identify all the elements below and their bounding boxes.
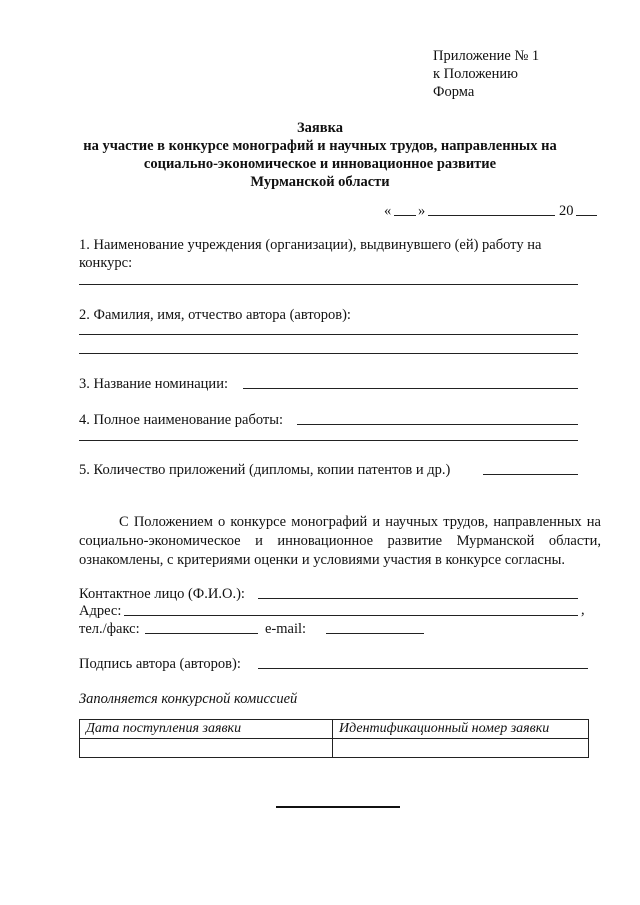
date-quote-open: «: [384, 203, 392, 219]
appendix-line2: к Положению: [433, 66, 518, 82]
date-quote-close: »: [418, 203, 426, 219]
date-year-field[interactable]: [576, 215, 597, 216]
field2-input-line1[interactable]: [79, 334, 578, 335]
header-date-received: Дата поступления заявки: [80, 720, 333, 739]
field1-input-line[interactable]: [79, 284, 578, 285]
date-month-field[interactable]: [428, 215, 555, 216]
field4-input-line2[interactable]: [79, 440, 578, 441]
table-row: [80, 739, 589, 758]
field1-label-line2: конкурс:: [79, 255, 133, 271]
agreement-text: С Положением о конкурсе монографий и научных трудов, направленных на социально-экономическое и инновационное развитие Мурманской области, ознакомлены, с критериями оценки и условиями участия в конкурсе согласны.: [79, 514, 601, 568]
field5-label: 5. Количество приложений (дипломы, копии патентов и др.): [79, 462, 451, 478]
email-input-line[interactable]: [326, 633, 424, 634]
contact-person-input-line[interactable]: [258, 598, 578, 599]
cell-date-received[interactable]: [80, 739, 333, 758]
registration-table: [79, 719, 589, 758]
title-heading: Заявка: [297, 120, 343, 136]
cell-id-number[interactable]: [333, 739, 589, 758]
address-label: Адрес:: [79, 603, 122, 619]
address-input-line[interactable]: [124, 615, 578, 616]
field2-label: 2. Фамилия, имя, отчество автора (авторов):: [79, 307, 351, 323]
table-header-row: [80, 720, 589, 739]
agreement-paragraph: [79, 513, 601, 570]
field2-input-line2[interactable]: [79, 353, 578, 354]
field4-input-line1[interactable]: [297, 424, 578, 425]
field1-label-line1: 1. Наименование учреждения (организации), выдвинувшего (ей) работу на: [79, 237, 542, 253]
appendix-line3: Форма: [433, 84, 475, 100]
address-comma: ,: [581, 602, 585, 618]
title-line1: на участие в конкурсе монографий и научных трудов, направленных на: [83, 138, 557, 154]
date-year-prefix: 20: [559, 203, 574, 219]
email-label: e-mail:: [265, 621, 307, 637]
closing-separator: [276, 806, 400, 808]
field3-input-line[interactable]: [243, 388, 578, 389]
header-id-number: Идентификационный номер заявки: [333, 720, 589, 739]
title-line2: социально-экономическое и инновационное развитие: [143, 156, 497, 172]
phone-label: тел./факс:: [79, 621, 140, 637]
field5-input-line[interactable]: [483, 474, 578, 475]
committee-note: Заполняется конкурсной комиссией: [79, 691, 298, 707]
appendix-line1: Приложение № 1: [433, 48, 540, 64]
signature-label: Подпись автора (авторов):: [79, 656, 241, 672]
field4-label: 4. Полное наименование работы:: [79, 412, 283, 428]
title-line3: Мурманской области: [250, 174, 390, 190]
contact-person-label: Контактное лицо (Ф.И.О.):: [79, 586, 245, 602]
phone-input-line[interactable]: [145, 633, 258, 634]
signature-input-line[interactable]: [258, 668, 588, 669]
date-day-field[interactable]: [394, 215, 416, 216]
field3-label: 3. Название номинации:: [79, 376, 228, 392]
